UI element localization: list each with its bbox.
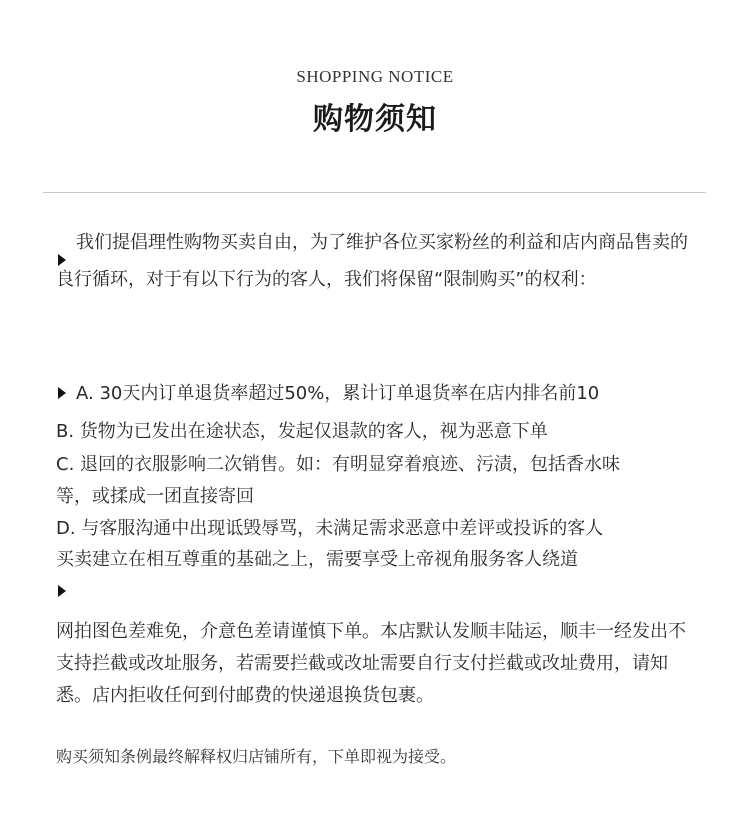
footer-note: 购买须知条例最终解释权归店铺所有，下单即视为接受。 bbox=[56, 747, 457, 766]
rule-a: A. 30天内订单退货率超过50%，累计订单退货率在店内排名前10 bbox=[76, 383, 600, 404]
page-title: 购物须知 bbox=[313, 102, 437, 137]
triangle-right-icon bbox=[58, 254, 66, 266]
rule-d: D. 与客服沟通中出现诋毁辱骂，未满足需求恶意中差评或投诉的客人 bbox=[56, 518, 604, 539]
triangle-right-icon bbox=[58, 387, 66, 399]
triangle-right-icon bbox=[58, 585, 66, 597]
rule-e: 买卖建立在相互尊重的基础之上，需要享受上帝视角服务客人绕道 bbox=[56, 549, 578, 570]
rule-c-line2: 等，或揉成一团直接寄回 bbox=[56, 486, 254, 507]
intro-paragraph: 我们提倡理性购物买卖自由，为了维护各位买家粉丝的利益和店内商品售卖的良行循环，对于有以下行为的客人，我们将保留“限制购买”的权利： bbox=[56, 232, 688, 290]
divider bbox=[43, 192, 706, 193]
shipping-paragraph: 网拍图色差难免，介意色差请谨慎下单。本店默认发顺丰陆运，顺丰一经发出不支持拦截或改址服务，若需要拦截或改址需要自行支付拦截或改址费用，请知悉。店内拒收任何到付邮费的快递退换货包裹。 bbox=[56, 621, 686, 706]
subtitle: SHOPPING NOTICE bbox=[296, 67, 454, 86]
rule-c-line1: C. 退回的衣服影响二次销售。如：有明显穿着痕迹、污渍，包括香水味 bbox=[56, 454, 621, 475]
rule-b: B. 货物为已发出在途状态，发起仅退款的客人，视为恶意下单 bbox=[56, 421, 548, 442]
